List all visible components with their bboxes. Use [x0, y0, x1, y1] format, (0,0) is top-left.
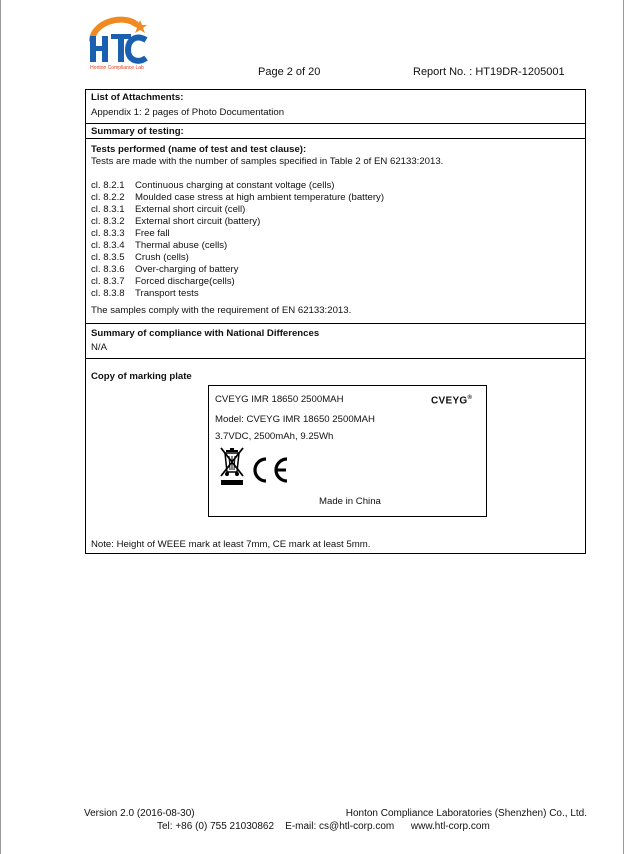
- clause-row: [91, 228, 585, 240]
- htl-logo-icon: [84, 10, 150, 72]
- tests-intro: Tests are made with the number of samples specified in Table 2 of EN 62133:2013.: [91, 156, 444, 167]
- clause-row: [91, 216, 585, 228]
- clause-number: cl. 8.2.1: [91, 180, 125, 191]
- clause-row: [91, 204, 585, 216]
- attachments-section: [86, 92, 585, 124]
- plate-line-3: 3.7VDC, 2500mAh, 9.25Wh: [215, 431, 334, 442]
- national-title: Summary of compliance with National Differences: [91, 328, 320, 339]
- brand-name: CVEYG: [431, 395, 468, 407]
- clause-text: Moulded case stress at high ambient temperature (battery): [135, 192, 385, 203]
- clause-text: Over-charging of battery: [135, 264, 239, 275]
- marking-title: Copy of marking plate: [91, 371, 192, 382]
- plate-line-1: CVEYG IMR 18650 2500MAH: [215, 394, 344, 405]
- clause-text: Crush (cells): [135, 252, 189, 263]
- footer-version: Version 2.0 (2016-08-30): [84, 808, 195, 819]
- clause-row: [91, 240, 585, 252]
- clause-number: cl. 8.3.4: [91, 240, 125, 251]
- clause-text: Free fall: [135, 228, 170, 239]
- clause-number: cl. 8.2.2: [91, 192, 125, 203]
- page-border-right: [623, 0, 624, 854]
- made-in: Made in China: [319, 496, 381, 507]
- clause-number: cl. 8.3.2: [91, 216, 125, 227]
- national-differences-section: [86, 324, 585, 359]
- marking-note: Note: Height of WEEE mark at least 7mm, CE mark at least 5mm.: [91, 539, 371, 550]
- summary-title-row: [86, 124, 585, 139]
- attachments-title: List of Attachments:: [91, 92, 184, 103]
- clause-row: [91, 252, 585, 264]
- clause-text: External short circuit (battery): [135, 216, 261, 227]
- clause-number: cl. 8.3.1: [91, 204, 125, 215]
- clause-row: [91, 180, 585, 192]
- clause-number: cl. 8.3.5: [91, 252, 125, 263]
- page-number: Page 2 of 20: [258, 66, 321, 78]
- clause-row: [91, 192, 585, 204]
- clause-text: Continuous charging at constant voltage (cells): [135, 180, 335, 191]
- clause-number: cl. 8.3.3: [91, 228, 125, 239]
- clause-text: Forced discharge(cells): [135, 276, 235, 287]
- weee-crossed-bin-icon: [219, 446, 245, 486]
- page-border-left: [0, 0, 1, 854]
- brand-logo: [431, 395, 472, 406]
- page-header: [0, 0, 626, 90]
- tests-title: Tests performed (name of test and test clause):: [91, 144, 307, 155]
- report-number: Report No. : HT19DR-1205001: [413, 66, 565, 78]
- tests-section: [86, 139, 585, 324]
- attachment-item: Appendix 1: 2 pages of Photo Documentation: [91, 107, 285, 118]
- clause-number: cl. 8.3.8: [91, 288, 125, 299]
- plate-line-2: Model: CVEYG IMR 18650 2500MAH: [215, 414, 375, 425]
- national-value: N/A: [91, 342, 107, 353]
- clause-row: [91, 276, 585, 288]
- clause-text: Thermal abuse (cells): [135, 240, 228, 251]
- summary-title: Summary of testing:: [91, 126, 184, 137]
- clause-number: cl. 8.3.7: [91, 276, 125, 287]
- footer-company: Honton Compliance Laboratories (Shenzhen) Co., Ltd.: [345, 808, 587, 819]
- footer-contact: Tel: +86 (0) 755 21030862 E-mail: cs@htl-corp.com www.htl-corp.com: [157, 821, 490, 832]
- clause-text: External short circuit (cell): [135, 204, 246, 215]
- clause-number: cl. 8.3.6: [91, 264, 125, 275]
- tests-conclusion: The samples comply with the requirement of EN 62133:2013.: [91, 305, 352, 316]
- clause-text: Transport tests: [135, 288, 199, 299]
- clause-row: [91, 288, 585, 300]
- ce-mark-icon: [249, 456, 291, 484]
- marking-plate: [208, 385, 487, 517]
- report-table: [85, 89, 586, 554]
- logo-caption: Honton Compliance Lab: [90, 65, 144, 71]
- registered-mark: ®: [467, 395, 473, 401]
- clause-row: [91, 264, 585, 276]
